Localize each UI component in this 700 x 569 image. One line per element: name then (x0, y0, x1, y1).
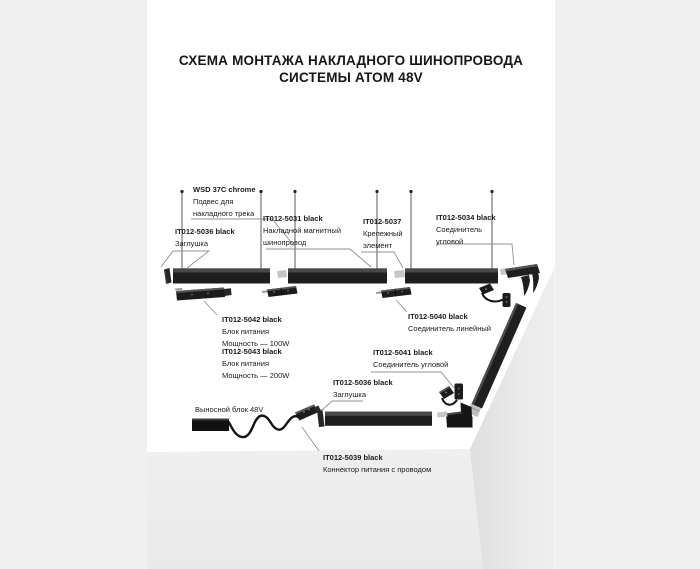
remote-power-block (192, 419, 229, 432)
label-psu-200 (222, 346, 289, 382)
part-desc: Блок питания (222, 359, 269, 368)
label-mount (363, 216, 403, 252)
label-remote-block (195, 404, 263, 416)
page-title-line-1: СХЕМА МОНТАЖА НАКЛАДНОГО ШИНОПРОВОДА (178, 53, 524, 68)
label-linear-connector (408, 311, 491, 335)
part-desc: Накладной магнитный (263, 226, 342, 235)
track-segment-2 (288, 268, 387, 283)
label-psu-100 (222, 314, 289, 350)
part-code: IT012-5036 black (175, 227, 235, 236)
part-code: IT012-5040 black (408, 312, 468, 321)
part-desc: Соединитель линейный (408, 324, 491, 333)
label-endcap-top (175, 226, 235, 250)
page-title (147, 52, 555, 86)
part-desc: Коннектор питания с проводом (323, 465, 432, 474)
part-desc: Подвес для (193, 197, 234, 206)
part-desc: Мощность — 200W (222, 371, 290, 380)
part-desc: Заглушка (175, 239, 209, 248)
label-corner-top (436, 212, 496, 248)
part-desc: шинопровод (263, 238, 307, 247)
part-code: IT012-5042 black (222, 315, 282, 324)
label-suspension (193, 184, 256, 220)
part-code: IT012-5039 black (323, 453, 383, 462)
part-code: IT012-5037 (363, 217, 402, 226)
track-segment-1 (173, 268, 270, 283)
part-desc: Соединитель (436, 225, 483, 234)
track-segment-3 (405, 268, 498, 283)
page-title-line-2: СИСТЕМЫ ATOM 48V (279, 70, 423, 85)
part-desc: элемент (363, 241, 393, 250)
part-code: IT012-5043 black (222, 347, 282, 356)
part-desc: Выносной блок 48V (195, 405, 264, 414)
part-desc: Крепежный (363, 229, 403, 238)
mount-clip-a (277, 270, 287, 278)
part-code: IT012-5031 black (263, 214, 323, 223)
mount-clip-b (394, 270, 405, 278)
label-feed-connector (323, 452, 431, 476)
part-desc: Мощность — 100W (222, 339, 290, 348)
part-desc: Заглушка (333, 390, 367, 399)
label-endcap-bottom (333, 377, 393, 401)
part-code: IT012-5041 black (373, 348, 433, 357)
part-code: IT012-5034 black (436, 213, 496, 222)
track-segment-bottom (325, 412, 432, 426)
part-desc: накладного трека (193, 209, 255, 218)
part-desc: Блок питания (222, 327, 269, 336)
wall-front (147, 449, 483, 569)
label-corner-mid (373, 347, 448, 371)
label-track (263, 213, 341, 249)
part-desc: угловой (436, 237, 464, 246)
part-code: WSD 37C chrome (193, 185, 256, 194)
part-code: IT012-5036 black (333, 378, 393, 387)
part-desc: Соединитель угловой (373, 360, 449, 369)
mount-clip-d (437, 412, 448, 418)
